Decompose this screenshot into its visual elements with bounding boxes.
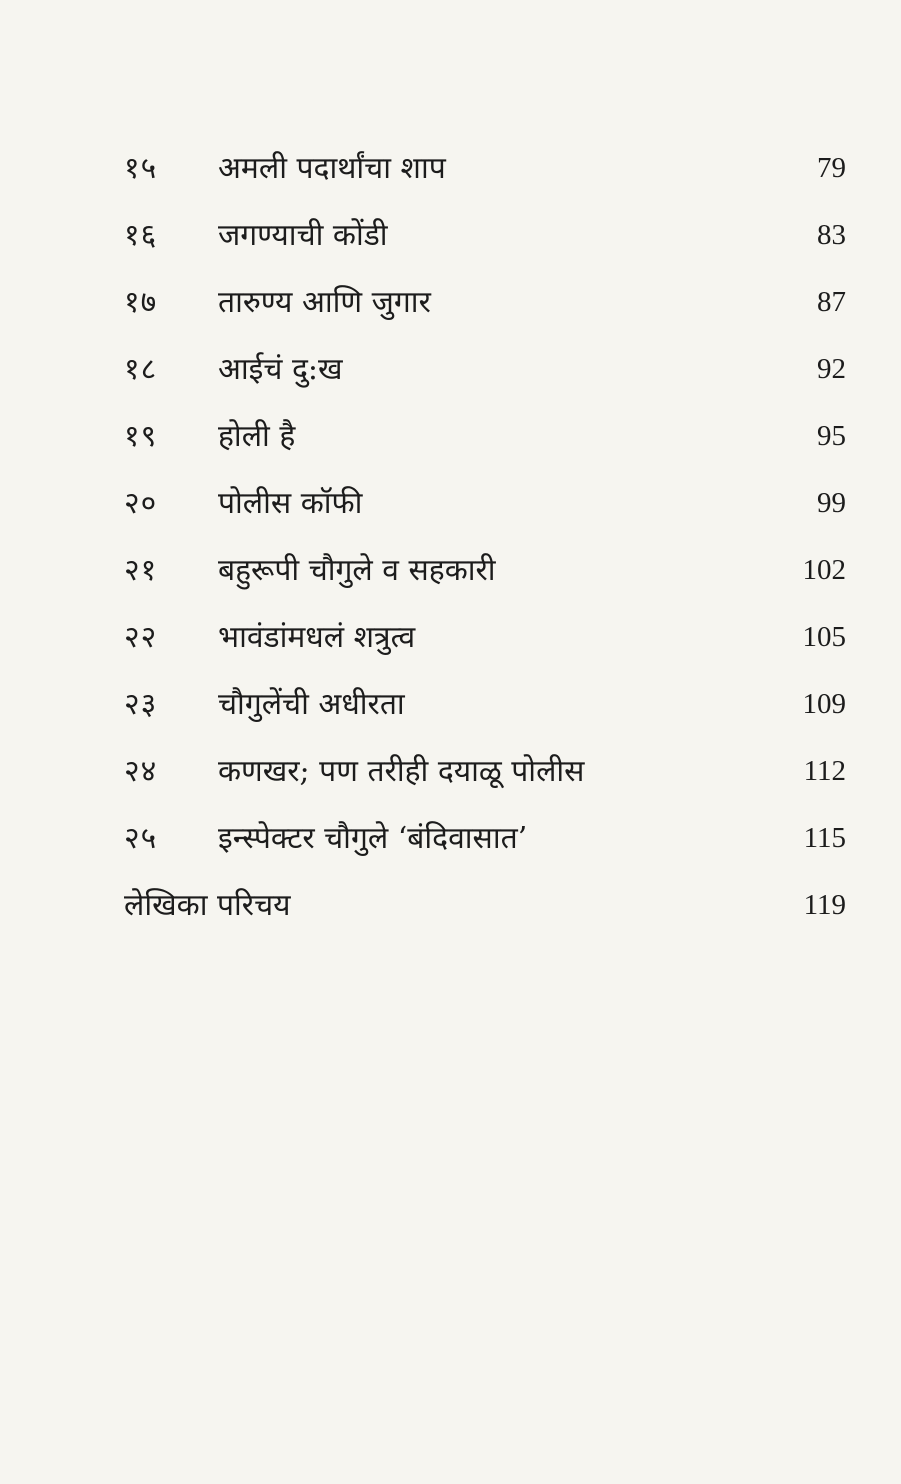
chapter-number: १८ (124, 351, 158, 387)
chapter-number: १७ (124, 284, 158, 320)
toc-entry (124, 805, 846, 872)
chapter-title: होली है (218, 418, 296, 454)
chapter-number: २१ (124, 552, 158, 588)
toc-entry (124, 738, 846, 805)
chapter-page: 109 (802, 688, 846, 720)
chapter-title: तारुण्य आणि जुगार (218, 284, 431, 320)
toc-entry (124, 336, 846, 403)
toc-entry (124, 537, 846, 604)
chapter-number: २३ (124, 686, 158, 722)
appendix-page: 119 (803, 889, 846, 921)
toc-entry (124, 470, 846, 537)
chapter-page: 112 (803, 755, 846, 787)
table-of-contents (124, 135, 846, 939)
toc-entry (124, 604, 846, 671)
chapter-number: २५ (124, 820, 158, 856)
chapter-number: १६ (124, 217, 158, 253)
chapter-title: पोलीस कॉफी (218, 485, 363, 521)
chapter-number: १५ (124, 150, 158, 186)
toc-entry (124, 671, 846, 738)
chapter-title: बहुरूपी चौगुले व सहकारी (218, 552, 496, 588)
chapter-page: 102 (802, 554, 846, 586)
chapter-title: कणखर; पण तरीही दयाळू पोलीस (218, 753, 585, 789)
chapter-page: 92 (817, 353, 846, 385)
toc-appendix-entry (124, 872, 846, 939)
toc-entry (124, 135, 846, 202)
toc-entry (124, 202, 846, 269)
chapter-page: 115 (803, 822, 846, 854)
chapter-number: २० (124, 485, 158, 521)
toc-entry (124, 269, 846, 336)
toc-entry (124, 403, 846, 470)
chapter-title: जगण्याची कोंडी (218, 217, 388, 253)
chapter-number: २२ (124, 619, 158, 655)
chapter-page: 79 (817, 152, 846, 184)
chapter-title: अमली पदार्थांचा शाप (218, 150, 446, 186)
chapter-number: २४ (124, 753, 158, 789)
chapter-page: 87 (817, 286, 846, 318)
chapter-number: १९ (124, 418, 158, 454)
chapter-title: आईचं दु:ख (218, 351, 343, 387)
chapter-page: 105 (802, 621, 846, 653)
chapter-page: 99 (817, 487, 846, 519)
chapter-title: चौगुलेंची अधीरता (218, 686, 405, 722)
chapter-title: भावंडांमधलं शत्रुत्व (218, 619, 416, 655)
chapter-title: इन्स्पेक्टर चौगुले ‘बंदिवासात’ (218, 820, 528, 856)
appendix-title: लेखिका परिचय (124, 887, 291, 923)
chapter-page: 95 (817, 420, 846, 452)
chapter-page: 83 (817, 219, 846, 251)
